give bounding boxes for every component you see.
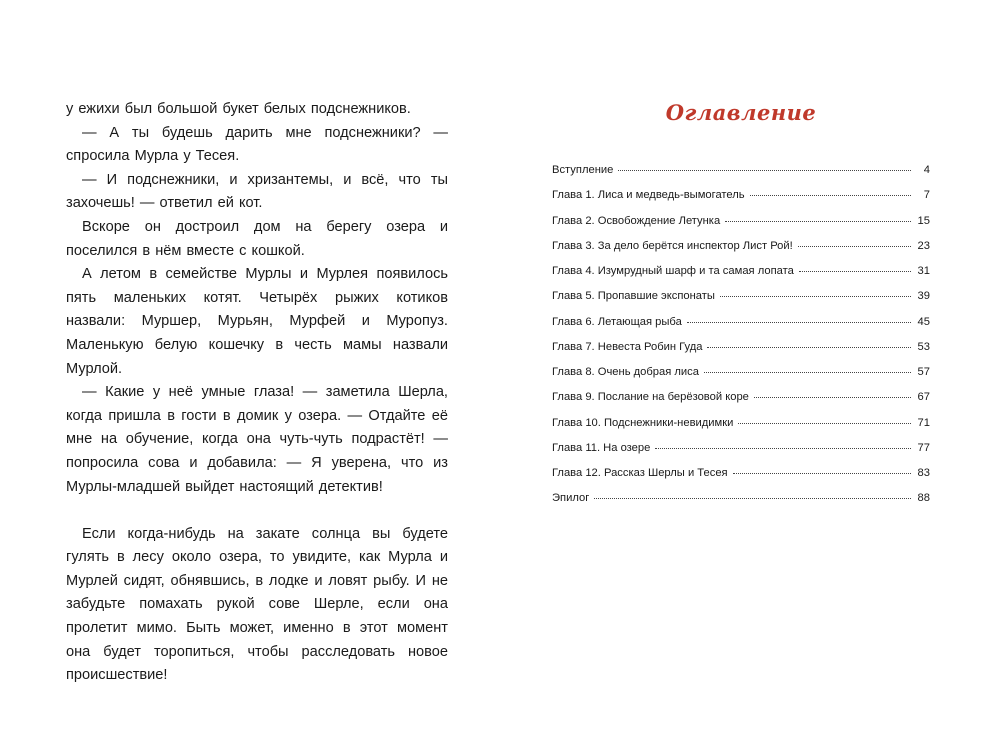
toc-entry-page: 57 — [917, 366, 930, 378]
toc-entry-page: 45 — [917, 315, 930, 328]
toc-leader-dots — [720, 287, 911, 297]
toc-entry-page: 71 — [917, 416, 930, 429]
toc-leader-dots — [707, 338, 911, 348]
toc-entry-label: Глава 10. Подснежники-невидимки — [552, 416, 734, 429]
toc-entry-label: Глава 3. За дело берётся инспектор Лист Рой! — [552, 239, 793, 252]
toc-leader-dots — [798, 237, 911, 247]
toc-entry — [552, 234, 930, 259]
toc-entry — [552, 335, 930, 360]
toc-entry-page: 31 — [917, 265, 930, 277]
toc-entry-page: 4 — [923, 164, 930, 176]
toc-entry-label: Глава 12. Рассказ Шерлы и Тесея — [552, 467, 728, 479]
toc-entry — [552, 259, 930, 284]
paragraph: — И подснежники, и хризантемы, и всё, что ты захочешь! — ответил ей кот. — [66, 171, 448, 212]
paragraph: А летом в семействе Мурлы и Мурлея появилось пять маленьких котят. Четырёх рыжих котиков назвали: Муршер, Мурьян, Мурфей и Муропуз. Маленькую белую кошечку в честь мамы назвали Мурлой. — [66, 266, 448, 377]
toc-entry-label: Глава 4. Изумрудный шарф и та самая лопата — [552, 265, 794, 277]
toc-entry-label: Глава 7. Невеста Робин Гуда — [552, 340, 703, 353]
toc-entry — [552, 411, 930, 436]
toc-leader-dots — [594, 489, 911, 499]
toc-entry-page: 39 — [917, 290, 930, 303]
toc-leader-dots — [738, 414, 911, 424]
paragraph: Если когда-нибудь на закате солнца вы будете гулять в лесу около озера, то увидите, как Мурла и Мурлей сидят, обнявшись, в лодке и ловят рыбу. И не забудьте помахать рукой сове Шерле, если она пролетит мимо. Быть может, именно в этот момент она будет торопиться, чтобы расследовать новое происшествие! — [66, 525, 448, 684]
toc-entry-label: Глава 9. Послание на берёзовой коре — [552, 391, 749, 404]
toc-entry-label: Глава 5. Пропавшие экспонаты — [552, 290, 715, 303]
toc-entry — [552, 461, 930, 486]
toc-entry-label: Глава 8. Очень добрая лиса — [552, 366, 699, 378]
toc-leader-dots — [733, 464, 911, 474]
toc-leader-dots — [704, 363, 911, 373]
left-page-text — [66, 98, 448, 688]
toc-entry-page: 77 — [917, 441, 930, 454]
toc-entry — [552, 310, 930, 335]
toc-entry-label: Глава 6. Летающая рыба — [552, 315, 682, 328]
toc-entry — [552, 183, 930, 208]
toc-leader-dots — [725, 212, 911, 222]
toc-leader-dots — [799, 262, 911, 272]
toc-entry — [552, 385, 930, 410]
toc-entry-label: Эпилог — [552, 492, 590, 505]
toc-entry-label: Глава 2. Освобождение Летунка — [552, 214, 721, 227]
paragraph: у ежихи был большой букет белых подснежников. — [66, 101, 411, 117]
paragraph: Вскоре он достроил дом на берегу озера и поселился в нём вместе с кошкой. — [66, 218, 448, 259]
toc-entry — [552, 284, 930, 309]
toc-leader-dots — [754, 388, 911, 398]
toc-entry-page: 83 — [917, 467, 930, 479]
toc-entry — [552, 360, 930, 385]
toc-entry — [552, 436, 930, 461]
toc-entry-page: 23 — [917, 239, 930, 252]
toc-leader-dots — [655, 439, 911, 449]
toc-entry-page: 15 — [917, 214, 930, 227]
toc-entry-page: 7 — [923, 189, 930, 202]
toc-entry-label: Глава 1. Лиса и медведь-вымогатель — [552, 189, 745, 202]
toc-entry-label: Вступление — [552, 164, 614, 176]
toc-entry-page: 88 — [917, 492, 930, 505]
table-of-contents — [552, 158, 930, 512]
toc-title: Оглавление — [665, 100, 817, 125]
toc-entry-label: Глава 11. На озере — [552, 441, 651, 454]
paragraph: — Какие у неё умные глаза! — заметила Шерла, когда пришла в гости в домик у озера. — Отдайте её мне на обучение, когда она чуть-чуть подрастёт! — попросила сова и добавила: — Я уверена, что из Мурлы-младшей выйдет настоящий детектив! — [66, 384, 448, 495]
toc-entry — [552, 209, 930, 234]
toc-entry — [552, 158, 930, 183]
toc-leader-dots — [750, 186, 911, 196]
toc-entry — [552, 486, 930, 511]
toc-leader-dots — [618, 161, 911, 171]
toc-entry-page: 53 — [917, 340, 930, 353]
toc-leader-dots — [687, 313, 911, 323]
toc-entry-page: 67 — [917, 391, 930, 404]
paragraph: — А ты будешь дарить мне подснежники? — спросила Мурла у Тесея. — [66, 124, 448, 165]
